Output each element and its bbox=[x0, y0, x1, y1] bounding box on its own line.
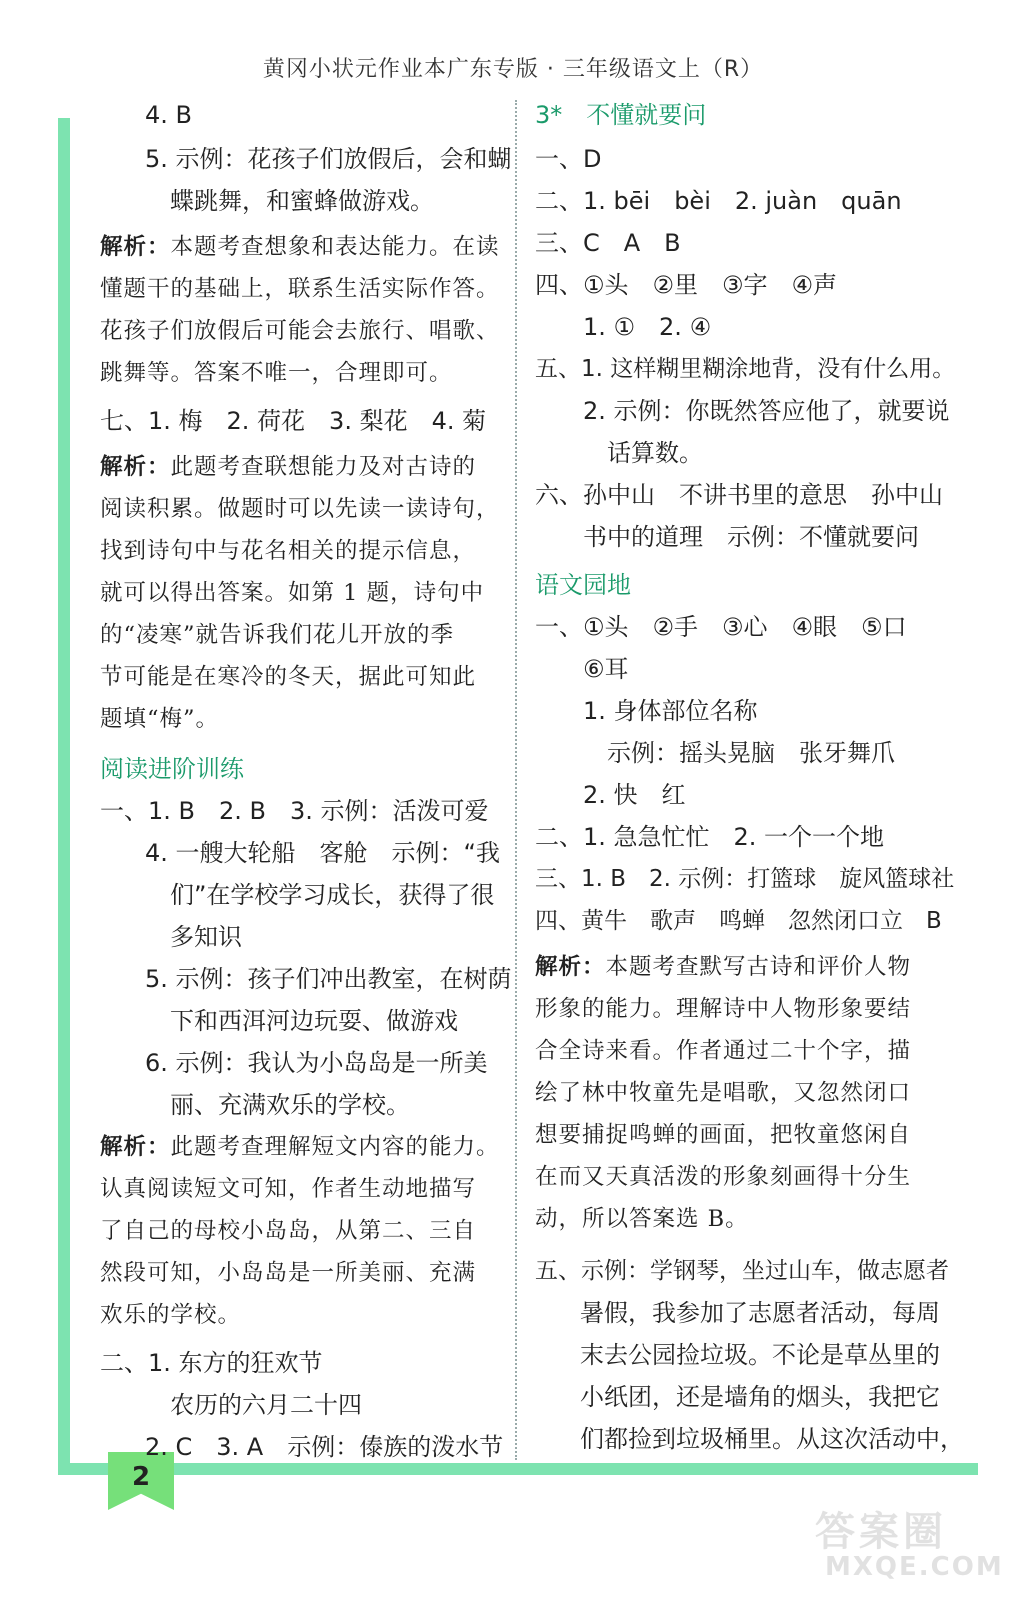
answer-line: 蝶跳舞，和蜜蜂做游戏。 bbox=[170, 187, 434, 215]
answer-line: 5. 示例：花孩子们放假后，会和蝴 bbox=[145, 145, 512, 173]
answer-line: ⑥耳 bbox=[583, 655, 629, 683]
answer-line: 一、①头 ②手 ③心 ④眼 ⑤口 bbox=[535, 613, 907, 641]
answer-line: 2. 示例：你既然答应他了，就要说 bbox=[583, 397, 950, 425]
analysis-line: 欢乐的学校。 bbox=[100, 1302, 242, 1328]
answer-line: 农历的六月二十四 bbox=[170, 1391, 362, 1419]
answer-line: 五、1. 这样糊里糊涂地背，没有什么用。 bbox=[535, 356, 956, 382]
answer-line: 丽、充满欢乐的学校。 bbox=[170, 1091, 410, 1119]
analysis-line: 形象的能力。理解诗中人物形象要结 bbox=[535, 996, 912, 1022]
watermark-text: 答案圈 bbox=[815, 1509, 947, 1555]
analysis-line: 解析：本题考查默写古诗和评价人物 bbox=[535, 954, 912, 980]
answer-line: 二、1. 东方的狂欢节 bbox=[100, 1349, 323, 1377]
answer-line: 五、示例：学钢琴，坐过山车，做志愿者 bbox=[535, 1258, 949, 1284]
section-title: 语文园地 bbox=[535, 571, 631, 599]
answer-line: 们”在学校学习成长，获得了很 bbox=[170, 881, 495, 909]
page-header: 黄冈小状元作业本广东专版 · 三年级语文上（R） bbox=[262, 57, 764, 82]
answer-line: 下和西洱河边玩耍、做游戏 bbox=[170, 1007, 458, 1035]
bottom-green-border bbox=[58, 1463, 978, 1475]
answer-line: 七、1. 梅 2. 荷花 3. 梨花 4. 菊 bbox=[100, 407, 487, 435]
analysis-line: 花孩子们放假后可能会去旅行、唱歌、 bbox=[100, 318, 500, 344]
answer-line: 2. 快 红 bbox=[583, 781, 686, 809]
answer-line: 一、D bbox=[535, 145, 602, 173]
answer-line: 三、C A B bbox=[535, 229, 681, 257]
answer-line: 书中的道理 示例：不懂就要问 bbox=[583, 523, 919, 551]
analysis-line: 解析：本题考查想象和表达能力。在读 bbox=[100, 234, 500, 260]
answer-line: 多知识 bbox=[170, 923, 242, 951]
answer-line: 4. B bbox=[145, 101, 192, 129]
analysis-line: 节可能是在寒冷的冬天，据此可知此 bbox=[100, 664, 477, 690]
answer-line: 们都捡到垃圾桶里。从这次活动中， bbox=[580, 1425, 964, 1453]
answer-line: 四、黄牛 歌声 鸣蝉 忽然闭口立 B bbox=[535, 908, 942, 934]
analysis-line: 阅读积累。做题时可以先读一读诗句， bbox=[100, 496, 500, 522]
analysis-line: 然段可知，小岛岛是一所美丽、充满 bbox=[100, 1260, 477, 1286]
analysis-line: 的“凌寒”就告诉我们花儿开放的季 bbox=[100, 622, 455, 648]
answer-line: 六、孙中山 不讲书里的意思 孙中山 bbox=[535, 481, 943, 509]
answer-line: 4. 一艘大轮船 客舱 示例：“我 bbox=[145, 839, 500, 867]
analysis-line: 想要捕捉鸣蝉的画面，把牧童悠闲自 bbox=[535, 1122, 912, 1148]
analysis-line: 在而又天真活泼的形象刻画得十分生 bbox=[535, 1164, 912, 1190]
answer-line: 1. ① 2. ④ bbox=[583, 313, 712, 341]
answer-line: 二、1. bēi bèi 2. juàn quān bbox=[535, 187, 902, 215]
section-title: 3* 不懂就要问 bbox=[535, 101, 707, 129]
analysis-line: 认真阅读短文可知，作者生动地描写 bbox=[100, 1176, 477, 1202]
watermark-logo bbox=[815, 1500, 1015, 1595]
analysis-line: 就可以得出答案。如第 1 题，诗句中 bbox=[100, 580, 485, 606]
analysis-line: 懂题干的基础上，联系生活实际作答。 bbox=[100, 276, 500, 302]
analysis-line: 解析：此题考查联想能力及对古诗的 bbox=[100, 454, 477, 480]
section-title: 阅读进阶训练 bbox=[100, 755, 244, 783]
analysis-label: 解析： bbox=[535, 954, 606, 980]
analysis-line: 了自己的母校小岛岛，从第二、三自 bbox=[100, 1218, 477, 1244]
answer-line: 一、1. B 2. B 3. 示例：活泼可爱 bbox=[100, 797, 489, 825]
left-green-border bbox=[58, 118, 70, 1463]
answer-line: 示例：摇头晃脑 张牙舞爪 bbox=[607, 739, 895, 767]
analysis-label: 解析： bbox=[100, 454, 171, 480]
answer-line: 暑假，我参加了志愿者活动，每周 bbox=[580, 1299, 940, 1327]
analysis-line: 找到诗句中与花名相关的提示信息， bbox=[100, 538, 477, 564]
analysis-line: 解析：此题考查理解短文内容的能力。 bbox=[100, 1134, 500, 1160]
analysis-line: 题填“梅”。 bbox=[100, 706, 220, 732]
watermark-url: MXQE.COM bbox=[825, 1552, 1004, 1582]
answer-line: 2. C 3. A 示例：傣族的泼水节 bbox=[145, 1433, 504, 1461]
analysis-line: 合全诗来看。作者通过二十个字，描 bbox=[535, 1038, 912, 1064]
answer-line: 话算数。 bbox=[607, 439, 703, 467]
analysis-line: 跳舞等。答案不唯一，合理即可。 bbox=[100, 360, 453, 386]
answer-line: 1. 身体部位名称 bbox=[583, 697, 758, 725]
answer-line: 四、①头 ②里 ③字 ④声 bbox=[535, 271, 838, 299]
answer-line: 小纸团，还是墙角的烟头，我把它 bbox=[580, 1383, 940, 1411]
analysis-label: 解析： bbox=[100, 1134, 171, 1160]
analysis-label: 解析： bbox=[100, 234, 171, 260]
column-divider bbox=[515, 100, 517, 1460]
analysis-line: 绘了林中牧童先是唱歌，又忽然闭口 bbox=[535, 1080, 912, 1106]
answer-line: 末去公园捡垃圾。不论是草丛里的 bbox=[580, 1341, 940, 1369]
answer-line: 二、1. 急急忙忙 2. 一个一个地 bbox=[535, 823, 885, 851]
analysis-line: 动，所以答案选 B。 bbox=[535, 1206, 749, 1232]
answer-line: 6. 示例：我认为小岛岛是一所美 bbox=[145, 1049, 488, 1077]
answer-line: 三、1. B 2. 示例：打篮球 旋风篮球社 bbox=[535, 866, 955, 892]
page-number: 2 bbox=[131, 1462, 151, 1492]
answer-line: 5. 示例：孩子们冲出教室，在树荫 bbox=[145, 965, 512, 993]
